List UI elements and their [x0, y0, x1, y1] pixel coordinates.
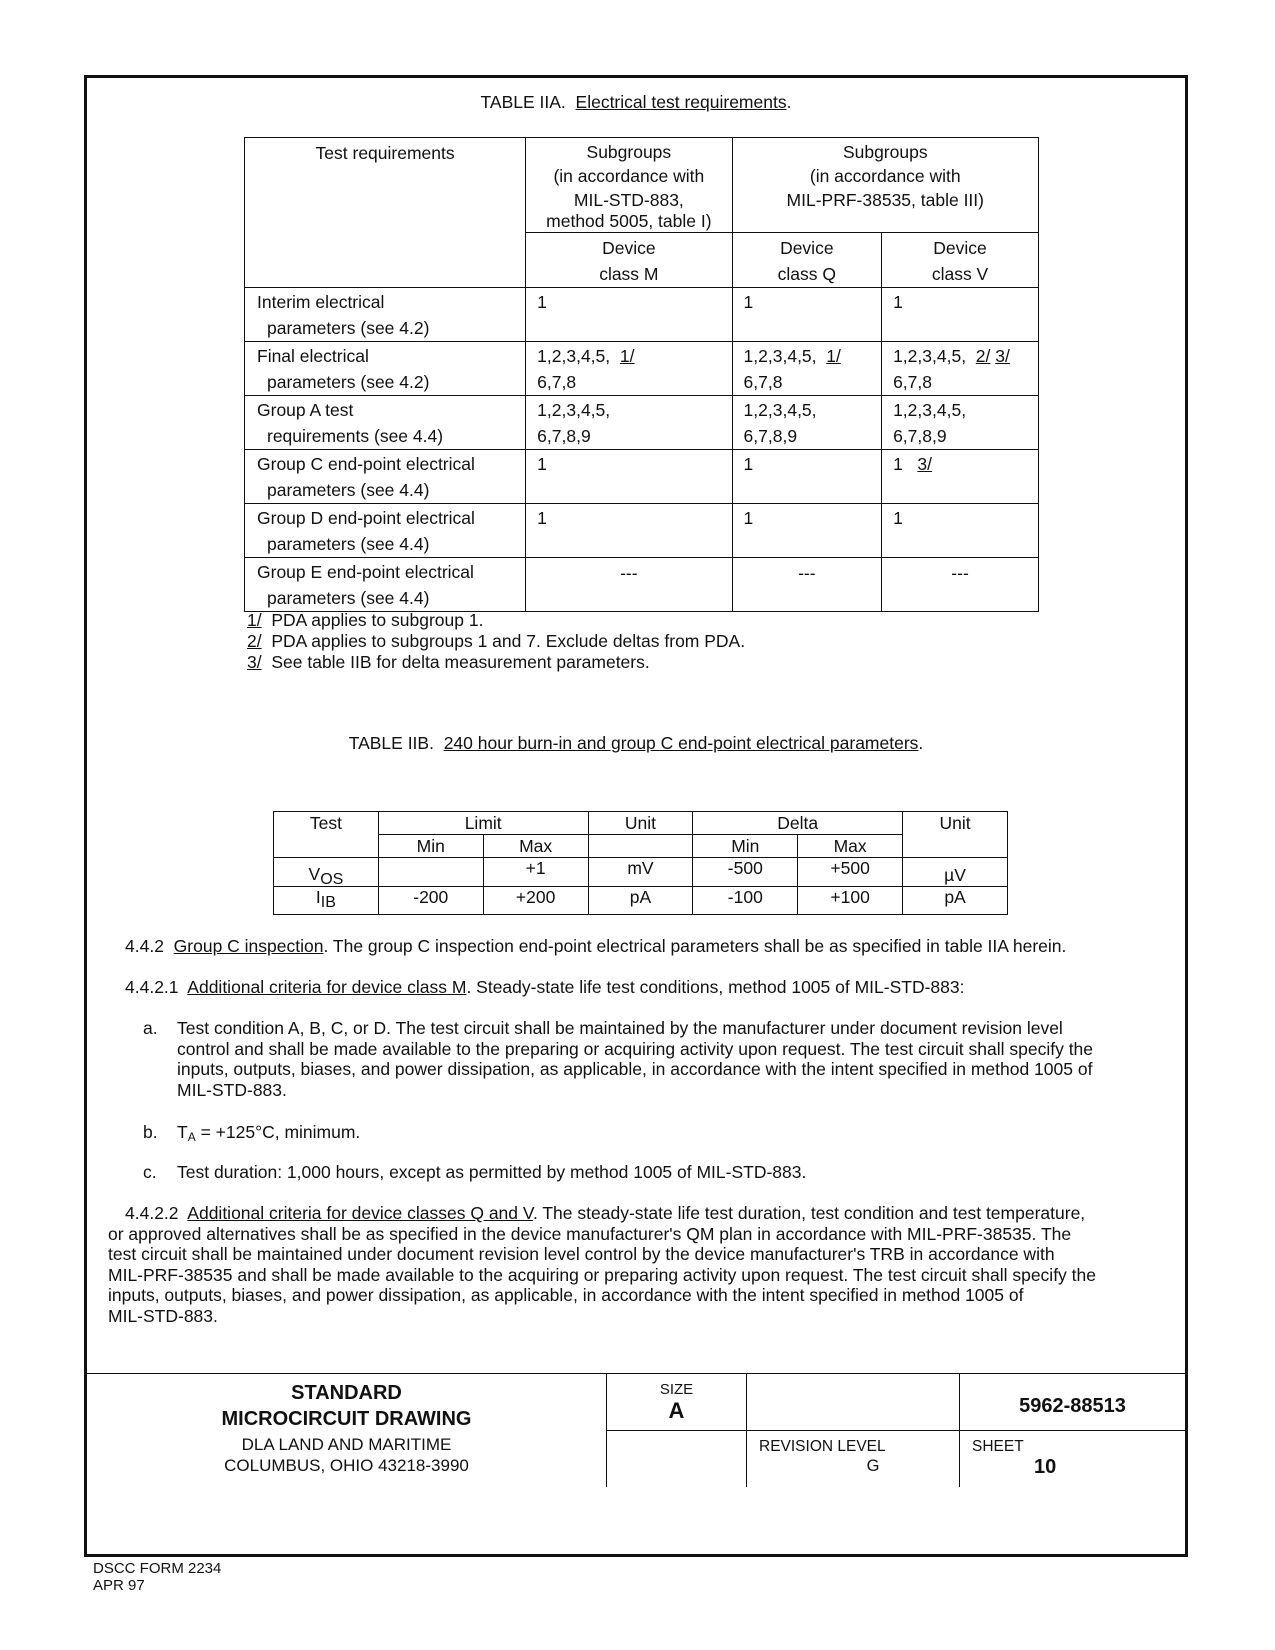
standard-title: STANDARD: [291, 1382, 402, 1404]
org-name: DLA LAND AND MARITIME: [241, 1435, 452, 1454]
table-row: Group C end-point electrical parameters (see 4.4) 1 1 1 3/: [245, 450, 1039, 504]
size-value: A: [668, 1398, 685, 1423]
drawing-number-cell: [960, 1374, 1185, 1431]
device-class-q-header: Device class Q: [732, 233, 882, 288]
table-row: Interim electrical parameters (see 4.2) 1 1 1: [245, 288, 1039, 342]
page-frame: [84, 75, 1188, 1557]
empty-cell: [607, 1431, 747, 1487]
revision-cell: REVISION LEVEL G: [747, 1431, 960, 1487]
table-iib: Test Limit Unit Delta Unit Min Max Min Max VOS +1 mV -500 +500 µV IIB -200 +200 pA -100 +100 pA: [273, 811, 1008, 915]
test-requirements-header: Test requirements: [245, 138, 526, 288]
form-number: DSCC FORM 2234 APR 97: [93, 1560, 222, 1594]
item-a-text: Test condition A, B, C, or D. The test circuit shall be maintained by the manufacturer under document revision level control and shall be made available to the preparing or acquiring activity upon request. The test circuit shall specify the inputs, outputs, biases, and power dissipation, as applicable, in accordance with the intent specified in method 1005 of MIL-STD-883.: [177, 1018, 1094, 1100]
note-1: 1/ PDA applies to subgroup 1.: [247, 610, 484, 630]
table-row: IIB -200 +200 pA -100 +100 pA: [274, 887, 1008, 915]
section-4-4-2-2: 4.4.2.2 Additional criteria for device classes Q and V. The steady-state life test duration, test condition and test temperature, or approved alternatives shall be as specified in the device manufacturer's QM plan in accordance with MIL-PRF-38535. The test circuit shall be maintained under document revision level control by the device manufacturer's TRB in accordance with MIL-PRF-38535 and shall be made available to the acquiring or preparing activity upon request. The test circuit shall specify the inputs, outputs, biases, and power dissipation, as applicable, in accordance with the intent specified in method 1005 of MIL-STD-883.: [108, 1203, 1096, 1326]
sheet-cell: SHEET 10: [960, 1431, 1185, 1487]
table-iia-caption: TABLE IIA. Electrical test requirements.: [480, 92, 792, 112]
drawing-title: MICROCIRCUIT DRAWING: [221, 1408, 472, 1430]
item-b-text: TA = +125°C, minimum.: [177, 1122, 361, 1144]
device-class-m-header: Device class M: [526, 233, 732, 288]
revision-value: G: [866, 1457, 880, 1475]
item-c-label: c.: [143, 1162, 157, 1182]
section-4-4-2: 4.4.2 Group C inspection. The group C inspection end-point electrical parameters shall be as specified in table IIA herein.: [125, 936, 1067, 956]
note-3: 3/ See table IIB for delta measurement parameters.: [247, 652, 650, 672]
delta-header: Delta: [693, 812, 903, 835]
table-iib-caption: TABLE IIB. 240 hour burn-in and group C end-point electrical parameters.: [348, 733, 924, 753]
subgroups-883-header: Subgroups (in accordance with MIL-STD-883, method 5005, table I): [526, 138, 732, 233]
table-row: Final electrical parameters (see 4.2) 1,2,3,4,5, 1/ 6,7,8 1,2,3,4,5, 1/ 6,7,8 1,2,3,4,5, 2/ 3/ 6,7,8: [245, 342, 1039, 396]
sheet-number: 10: [1034, 1456, 1057, 1478]
delta-unit-header: Unit: [903, 812, 1008, 835]
blank-cell: [747, 1374, 960, 1431]
table-row: Group E end-point electrical parameters (see 4.4) --- --- ---: [245, 558, 1039, 612]
size-cell: SIZE A: [607, 1374, 747, 1431]
subgroups-38535-header: Subgroups (in accordance with MIL-PRF-38535, table III): [732, 138, 1038, 233]
table-row: VOS +1 mV -500 +500 µV: [274, 858, 1008, 887]
table-iia: [244, 137, 1039, 612]
item-c-text: Test duration: 1,000 hours, except as permitted by method 1005 of MIL-STD-883.: [177, 1162, 807, 1182]
table-row: Group A test requirements (see 4.4) 1,2,3,4,5, 6,7,8,9 1,2,3,4,5, 6,7,8,9 1,2,3,4,5, 6,7,8,9: [245, 396, 1039, 450]
title-block: [87, 1373, 1185, 1488]
drawing-number: 5962-88513: [1019, 1395, 1126, 1417]
item-b-label: b.: [143, 1122, 158, 1142]
unit-header: Unit: [588, 812, 693, 835]
section-4-4-2-1: 4.4.2.1 Additional criteria for device class M. Steady-state life test conditions, method 1005 of MIL-STD-883:: [125, 977, 965, 997]
table-iia-notes: [247, 610, 745, 673]
org-address: COLUMBUS, OHIO 43218-3990: [224, 1456, 469, 1475]
note-2: 2/ PDA applies to subgroups 1 and 7. Exclude deltas from PDA.: [247, 631, 746, 651]
device-class-v-header: Device class V: [882, 233, 1039, 288]
item-a-label: a.: [143, 1018, 158, 1038]
title-cell: [87, 1374, 607, 1487]
table-row: Group D end-point electrical parameters (see 4.4) 1 1 1: [245, 504, 1039, 558]
limit-header: Limit: [378, 812, 588, 835]
test-header: Test: [274, 812, 379, 835]
